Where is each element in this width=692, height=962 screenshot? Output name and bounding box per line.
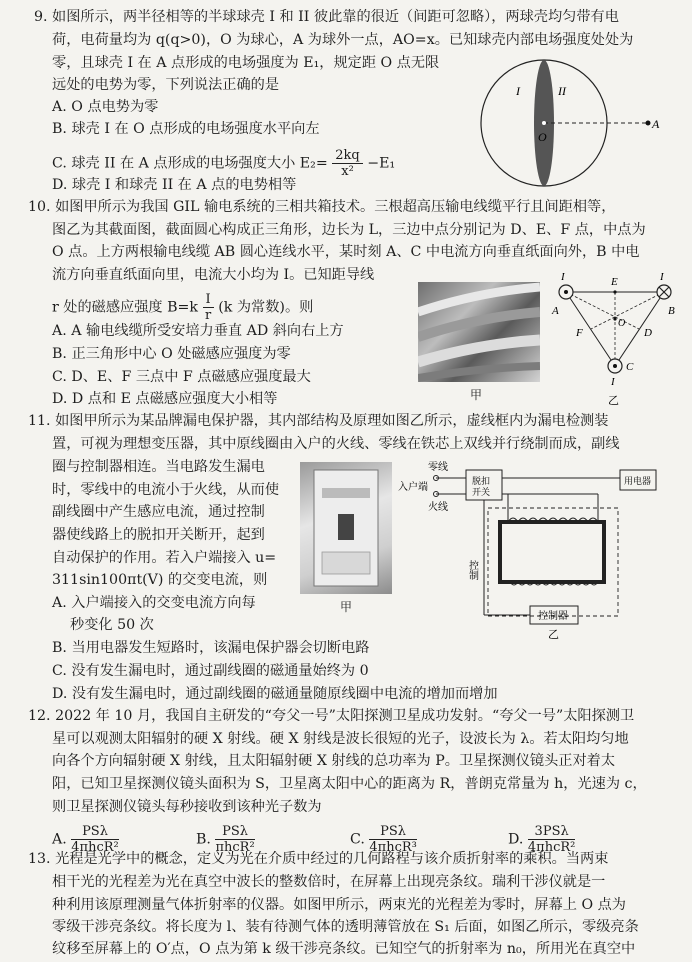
q9-option-c-text: C. 球壳 II 在 A 点形成的电场强度大小 E₂= [52, 155, 328, 172]
q10-label-jia: 甲 [470, 388, 483, 402]
q10-label-yi: 乙 [608, 394, 619, 407]
q10-label-e: E [611, 276, 618, 288]
q9-label-i: I [516, 84, 520, 98]
q9-line-2: 荷，电荷量均为 q(q>0)，O 为球心，A 为球外一点，AO=x。已知球壳内部电场强度处处为 [52, 32, 634, 48]
q10-label-ic: I [611, 376, 615, 388]
q9-line-3: 零，且球壳 I 在 A 点形成的电场强度为 E₁，规定距 O 点无限 [52, 55, 440, 71]
q11-label-entry: 入户端 [398, 482, 428, 493]
q11-label-controller: 控制器 [538, 611, 568, 622]
q13-line-5: 纹移至屏幕上的 O′点，O 点为第 k 级干涉亮条纹。已知空气的折射率为 n₀，所用光在真空中 [52, 941, 636, 957]
q10-line-3: O 点。上方两根输电线缆 AB 圆心连线水平，某时刻 A、C 中电流方向垂直纸面向外，B 中电 [52, 244, 640, 260]
q12-option-a-den: 4πhcR² [71, 840, 119, 855]
q9-frac-den: x² [341, 164, 354, 179]
q9-line-4: 远处的电势为零，下列说法正确的是 [52, 77, 280, 93]
q11-line-8: 311sin100πt(V) 的交变电流，则 [52, 572, 268, 588]
q12-option-d-label: D. [508, 831, 524, 848]
q10-line-5 [52, 292, 313, 323]
q9-label-a: A [652, 117, 660, 131]
q9-frac-num: 2kq [332, 148, 362, 164]
q9-label-ii: II [558, 84, 566, 98]
q12-line-4: 阳，已知卫星探测仪镜头面积为 S，卫星离太阳中心的距离为 R，普朗克常量为 h，光速为 c， [52, 776, 647, 792]
q12-option-a-num: PSλ [71, 824, 118, 840]
q11-label-appliance: 用电器 [624, 477, 652, 487]
q12-line-3: 向各个方向辐射硬 X 射线，且太阳辐射硬 X 射线的总功率为 P。卫星探测仪镜头正对着太 [52, 753, 616, 769]
q10-option-c: C. D、E、F 三点中 F 点磁感应强度最大 [52, 369, 311, 385]
q10-label-ib: I [660, 271, 664, 283]
q10-option-d: D. D 点和 E 点磁感应强度大小相等 [52, 391, 278, 407]
q11-label-jia: 甲 [340, 600, 353, 614]
q12-option-b-label: B. [196, 831, 211, 848]
q12-option-b-den: πhcR² [215, 840, 255, 855]
q9-option-d: D. 球壳 I 和球壳 II 在 A 点的电势相等 [52, 177, 297, 193]
q10-option-b: B. 正三角形中心 O 处磁感应强度为零 [52, 346, 291, 362]
q11-line-3: 圈与控制器相连。当电路发生漏电 [52, 459, 265, 475]
q13-line-4: 零级干涉亮条纹。将长度为 l、装有待测气体的透明薄管放在 S₁ 后面，如图乙所示，零级亮条 [52, 919, 639, 935]
q11-option-c: C. 没有发生漏电时，通过副线圈的磁通量始终为 0 [52, 663, 369, 679]
q11-option-b: B. 当用电器发生短路时，该漏电保护器会切断电路 [52, 640, 370, 656]
q11-label-yi: 乙 [548, 628, 559, 640]
q10-cross-section-figure [548, 270, 680, 410]
q11-circuit-figure [398, 460, 680, 640]
q10-line-5-post: (k 为常数)。则 [218, 299, 314, 316]
q10-line-5-pre: r 处的磁感应强度 B=k [52, 299, 199, 316]
q10-label-f: F [576, 327, 583, 339]
q12-option-d-num: 3PSλ [528, 824, 575, 840]
q12-line-2: 星可以观测太阳辐射的硬 X 射线。硬 X 射线是波长很短的光子，设波长为 λ。若太阳均匀地 [52, 731, 629, 747]
q10-label-b: B [668, 305, 675, 317]
q11-option-a: A. 入户端接入的交变电流方向每 [52, 595, 256, 611]
q10-frac-den: r [205, 308, 212, 323]
q9-label-o: O [538, 130, 547, 144]
q9-line-1: 9. 如图所示，两半径相等的半球球壳 I 和 II 彼此靠的很近（间距可忽略），两球壳均匀带有电 [34, 9, 619, 25]
q9-option-c [52, 148, 395, 179]
q12-option-c-label: C. [350, 831, 365, 848]
q10-frac-num: I [203, 292, 214, 308]
q10-fraction [203, 292, 214, 323]
q12-line-5: 则卫星探测仪镜头每秒接收到该种光子数为 [52, 799, 322, 815]
q11-label-trip-1: 脱扣 [472, 477, 491, 487]
q12-option-a-label: A. [52, 831, 67, 848]
q11-line-5: 副线圈中产生感应电流，通过控制 [52, 504, 265, 520]
q12-line-1: 12. 2022 年 10 月，我国自主研发的“夸父一号”太阳探测卫星成功发射。“夸父一号”太阳探测卫 [28, 708, 635, 724]
q10-line-2: 图乙为其截面图，截面圆心构成正三角形，边长为 L，三边中点分别记为 D、E、F 点，中点为 [52, 222, 646, 238]
q11-label-control: 控制 [466, 560, 478, 580]
q10-label-a: A [552, 305, 559, 317]
q11-line-4: 时，零线中的电流小于火线，从而使 [52, 482, 280, 498]
q10-gil-photo [418, 282, 540, 382]
q11-line-7: 自动保护的作用。若入户端接入 u= [52, 550, 277, 566]
q10-label-o: O [618, 318, 626, 329]
q9-option-c-fraction [332, 148, 362, 179]
q9-hemisphere-figure [466, 55, 666, 191]
q13-line-3: 种利用该原理测量气体折射率的仪器。如图甲所示，两束光的光程差为零时，屏幕上 O 点为 [52, 897, 626, 913]
q13-line-1: 13. 光程是光学中的概念，定义为光在介质中经过的几何路程与该介质折射率的乘积。当两束 [28, 851, 609, 867]
q11-label-zero-line: 零线 [428, 462, 448, 473]
q10-label-ia: I [561, 271, 565, 283]
q11-breaker-photo [300, 462, 392, 594]
q11-line-6: 器使线路上的脱扣开关断开，起到 [52, 527, 265, 543]
q12-option-c-num: PSλ [369, 824, 416, 840]
q12-option-c-den: 4πhcR³ [369, 840, 417, 855]
q12-option-d-den: 4πhcR² [527, 840, 576, 855]
q11-label-live-line: 火线 [428, 502, 448, 513]
q13-line-2: 相干光的光程差为光在真空中波长的整数倍时，在屏幕上出现亮条纹。瑞利干涉仪就是一 [52, 874, 606, 890]
q11-option-d: D. 没有发生漏电时，通过副线圈的磁通量随原线圈中电流的增加而增加 [52, 686, 498, 702]
q11-line-2: 置，可视为理想变压器，其中原线圈由入户的火线、零线在铁芯上双线并行绕制而成，副线 [52, 436, 620, 452]
q10-label-c: C [626, 361, 634, 373]
q11-line-1: 11. 如图甲所示为某品牌漏电保护器，其内部结构及原理如图乙所示，虚线框内为漏电检测装 [28, 413, 609, 429]
q10-option-a: A. A 输电线缆所受安培力垂直 AD 斜向右上方 [52, 323, 344, 339]
q10-line-1: 10. 如图甲所示为我国 GIL 输电系统的三相共箱技术。三根超高压输电线缆平行且间距相等， [28, 199, 616, 215]
q11-option-a-cont: 秒变化 50 次 [70, 617, 154, 633]
q9-option-c-tail: −E₁ [367, 155, 396, 172]
q10-line-4: 流方向垂直纸面向里，电流大小均为 I。已知距导线 [52, 267, 375, 283]
q11-label-trip-2: 开关 [472, 488, 491, 498]
q9-option-b: B. 球壳 I 在 O 点形成的电场强度水平向左 [52, 121, 320, 137]
q10-label-d: D [644, 327, 652, 339]
q12-option-b-num: PSλ [215, 824, 254, 840]
q9-option-a: A. O 点电势为零 [52, 99, 159, 115]
